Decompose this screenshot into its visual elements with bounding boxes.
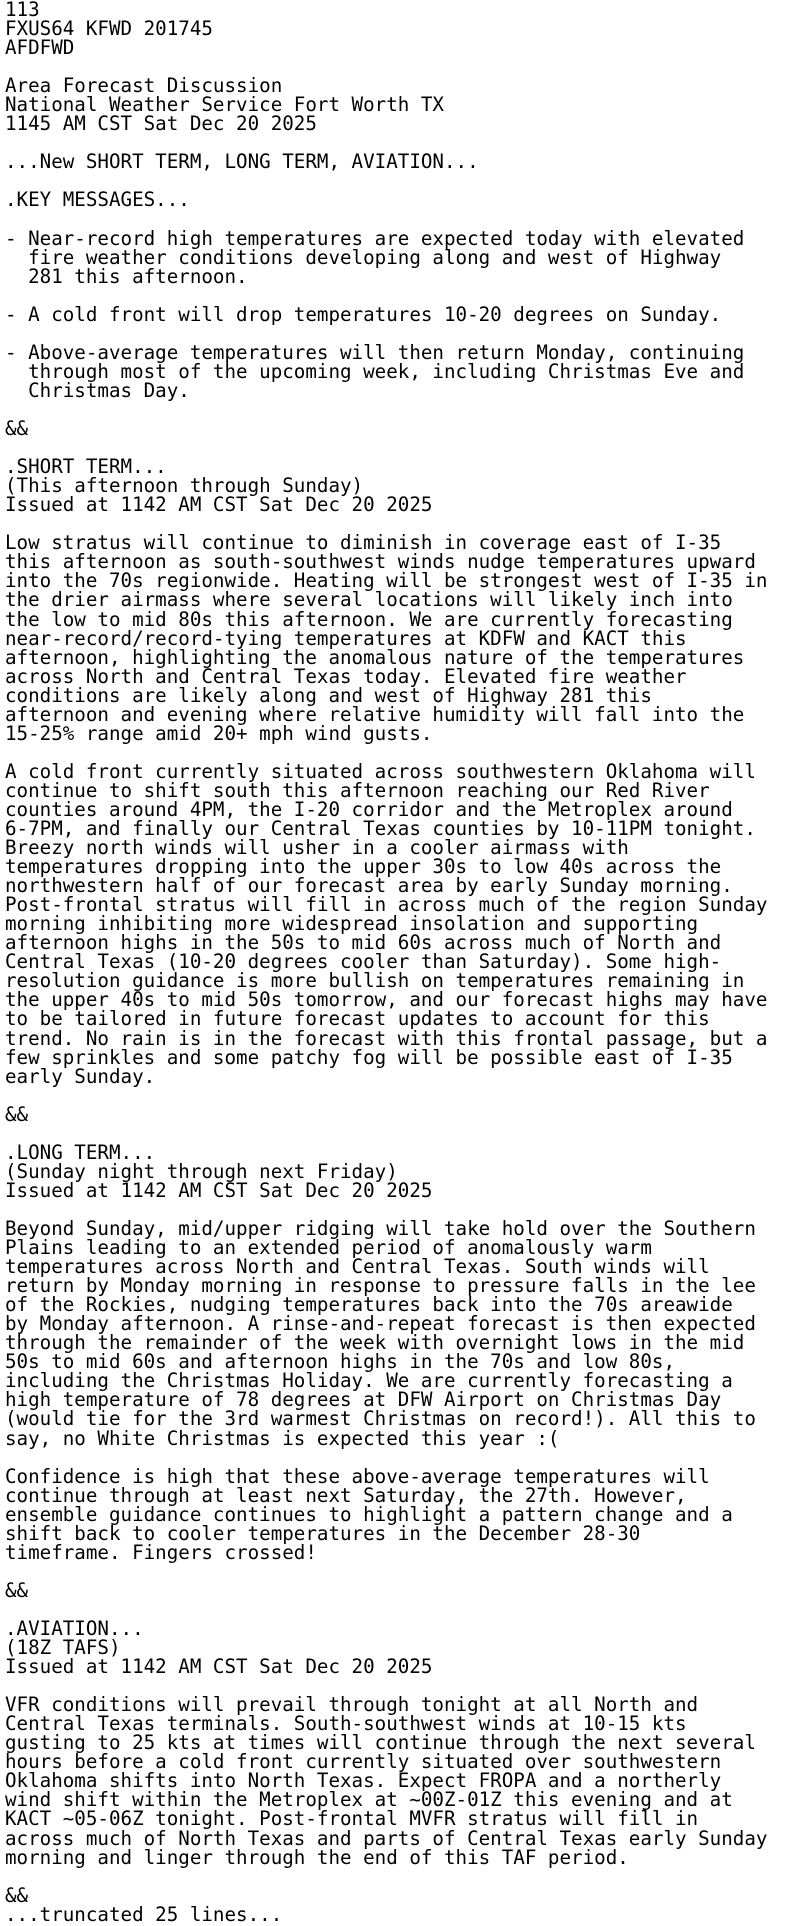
text-line: Area Forecast Discussion bbox=[5, 74, 283, 98]
text-line: fire weather conditions developing along and west of Highway bbox=[5, 245, 722, 269]
text-line: northwestern half of our forecast area by early Sunday morning. bbox=[5, 874, 733, 898]
text-line: (18Z TAFS) bbox=[5, 1636, 121, 1660]
section-separator: && bbox=[5, 1883, 29, 1907]
text-line: 1145 AM CST Sat Dec 20 2025 bbox=[5, 112, 317, 136]
text-line: wind shift within the Metroplex at ~00Z-01Z this evening and at bbox=[5, 1788, 733, 1812]
text-line: return by Monday morning in response to pressure falls in the lee bbox=[5, 1274, 756, 1298]
text-line: continue to shift south this afternoon reaching our Red River bbox=[5, 778, 710, 802]
blank-line bbox=[5, 286, 802, 305]
text-line: (Sunday night through next Friday) bbox=[5, 1159, 398, 1183]
text-line: shift back to cooler temperatures in the December 28-30 bbox=[5, 1521, 641, 1545]
text-line: temperatures across North and Central Texas. South winds will bbox=[5, 1255, 710, 1279]
text-line: to be tailored in future forecast updates to account for this bbox=[5, 1007, 710, 1031]
text-line: Beyond Sunday, mid/upper ridging will take hold over the Southern bbox=[5, 1217, 756, 1240]
text-line: National Weather Service Fort Worth TX bbox=[5, 93, 444, 117]
text-line: morning and linger through the end of this TAF period. bbox=[5, 1845, 629, 1869]
text-line: Oklahoma shifts into North Texas. Expect FROPA and a northerly bbox=[5, 1769, 722, 1793]
text-line: 281 this afternoon. bbox=[5, 264, 248, 288]
text-line: AFDFWD bbox=[5, 36, 75, 60]
text-line: - A cold front will drop temperatures 10-20 degrees on Sunday. bbox=[5, 302, 722, 326]
text-line: - Near-record high temperatures are expected today with elevated bbox=[5, 226, 745, 250]
blank-line bbox=[5, 210, 802, 229]
text-line: say, no White Christmas is expected this year :( bbox=[5, 1426, 560, 1450]
text-line: Central Texas terminals. South-southwest winds at 10-15 kts bbox=[5, 1712, 687, 1736]
text-line: (would tie for the 3rd warmest Christmas on record!). All this to bbox=[5, 1407, 756, 1431]
section-heading: .KEY MESSAGES... bbox=[5, 188, 190, 212]
text-line: this afternoon as south-southwest winds nudge temperatures upward bbox=[5, 550, 756, 574]
text-line: near-record/record-tying temperatures at KDFW and KACT this bbox=[5, 626, 687, 650]
text-line: few sprinkles and some patchy fog will be possible east of I-35 bbox=[5, 1045, 733, 1069]
text-line: trend. No rain is in the forecast with this frontal passage, but a bbox=[5, 1026, 768, 1050]
text-line: through most of the upcoming week, including Christmas Eve and bbox=[5, 359, 745, 383]
blank-line bbox=[5, 1448, 802, 1467]
text-line: through the remainder of the week with overnight lows in the mid bbox=[5, 1331, 745, 1355]
blank-line bbox=[5, 1124, 802, 1143]
blank-line bbox=[5, 324, 802, 343]
text-line: including the Christmas Holiday. We are currently forecasting a bbox=[5, 1369, 733, 1393]
text-line: across North and Central Texas today. Elevated fire weather bbox=[5, 664, 687, 688]
text-line: early Sunday. bbox=[5, 1064, 156, 1088]
text-line: gusting to 25 kts at times will continue through the next several bbox=[5, 1731, 756, 1755]
text-line: FXUS64 KFWD 201745 bbox=[5, 17, 213, 41]
text-line: continue through at least next Saturday, the 27th. However, bbox=[5, 1483, 687, 1507]
text-line: Issued at 1142 AM CST Sat Dec 20 2025 bbox=[5, 493, 433, 517]
section-heading: .SHORT TERM... bbox=[5, 455, 167, 479]
text-line: afternoon, highlighting the anomalous nature of the temperatures bbox=[5, 645, 745, 669]
blank-line bbox=[5, 1562, 802, 1581]
text-line: the low to mid 80s this afternoon. We are currently forecasting bbox=[5, 607, 733, 631]
text-line: Confidence is high that these above-average temperatures will bbox=[5, 1464, 710, 1488]
text-line: Issued at 1142 AM CST Sat Dec 20 2025 bbox=[5, 1178, 433, 1202]
blank-line bbox=[5, 1867, 802, 1886]
section-heading: .LONG TERM... bbox=[5, 1140, 156, 1164]
text-line: conditions are likely along and west of Highway 281 this bbox=[5, 683, 652, 707]
text-line: afternoon and evening where relative humidity will fall into the bbox=[5, 702, 745, 726]
blank-line bbox=[5, 1086, 802, 1105]
text-line: into the 70s regionwide. Heating will be strongest west of I-35 in bbox=[5, 569, 768, 593]
text-line: (This afternoon through Sunday) bbox=[5, 474, 364, 498]
text-line: 6-7PM, and finally our Central Texas counties by 10-11PM tonight. bbox=[5, 817, 756, 841]
section-separator: && bbox=[5, 1578, 29, 1602]
text-line: A cold front currently situated across southwestern Oklahoma will bbox=[5, 759, 756, 783]
text-line: morning inhibiting more widespread insolation and supporting bbox=[5, 912, 699, 936]
text-line: 113 bbox=[5, 0, 40, 21]
text-line: - Above-average temperatures will then return Monday, continuing bbox=[5, 340, 745, 364]
text-line: afternoon highs in the 50s to mid 60s across much of North and bbox=[5, 931, 722, 955]
text-line: timeframe. Fingers crossed! bbox=[5, 1540, 317, 1564]
text-line: 50s to mid 60s and afternoon highs in the 70s and low 80s, bbox=[5, 1350, 676, 1374]
text-line: hours before a cold front currently situated over southwestern bbox=[5, 1750, 722, 1774]
text-line: the upper 40s to mid 50s tomorrow, and our forecast highs may have bbox=[5, 988, 768, 1012]
text-line: across much of North Texas and parts of Central Texas early Sunday bbox=[5, 1826, 768, 1850]
truncation-notice: ...truncated 25 lines... bbox=[5, 1902, 283, 1926]
text-line: KACT ~05-06Z tonight. Post-frontal MVFR stratus will fill in bbox=[5, 1807, 699, 1831]
text-line: Breezy north winds will usher in a cooler airmass with bbox=[5, 836, 629, 860]
text-line: counties around 4PM, the I-20 corridor and the Metroplex around bbox=[5, 797, 733, 821]
section-heading: .AVIATION... bbox=[5, 1616, 144, 1640]
text-line: high temperature of 78 degrees at DFW Airport on Christmas Day bbox=[5, 1388, 722, 1412]
text-line: Issued at 1142 AM CST Sat Dec 20 2025 bbox=[5, 1655, 433, 1679]
text-line: 15-25% range amid 20+ mph wind gusts. bbox=[5, 721, 433, 745]
text-line: of the Rockies, nudging temperatures back into the 70s areawide bbox=[5, 1293, 733, 1317]
text-line: ensemble guidance continues to highlight a pattern change and a bbox=[5, 1502, 733, 1526]
blank-line bbox=[5, 400, 802, 419]
text-line: Christmas Day. bbox=[5, 378, 190, 402]
text-line: Central Texas (10-20 degrees cooler than Saturday). Some high- bbox=[5, 950, 722, 974]
text-line: temperatures dropping into the upper 30s to low 40s across the bbox=[5, 855, 722, 879]
text-line: resolution guidance is more bullish on temperatures remaining in bbox=[5, 969, 745, 993]
text-line: by Monday afternoon. A rinse-and-repeat forecast is then expected bbox=[5, 1312, 756, 1336]
section-separator: && bbox=[5, 1102, 29, 1126]
text-line: Low stratus will continue to diminish in coverage east of I-35 bbox=[5, 531, 722, 555]
text-line: Post-frontal stratus will fill in across much of the region Sunday bbox=[5, 893, 768, 917]
section-separator: && bbox=[5, 417, 29, 441]
text-line: the drier airmass where several locations will likely inch into bbox=[5, 588, 733, 612]
text-line: VFR conditions will prevail through tonight at all North and bbox=[5, 1693, 699, 1717]
text-line: Plains leading to an extended period of anomalously warm bbox=[5, 1236, 652, 1260]
text-line: ...New SHORT TERM, LONG TERM, AVIATION... bbox=[5, 150, 479, 174]
